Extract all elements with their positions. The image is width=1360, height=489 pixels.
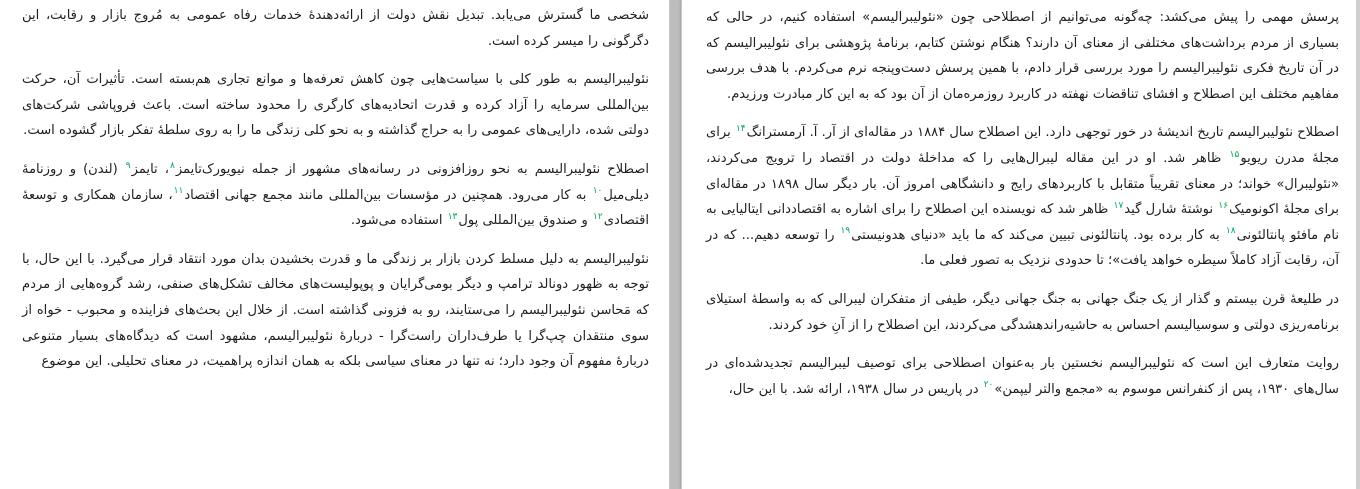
paragraph: اصطلاح نئولیبرالیسم به نحو روزافزونی در رسانه‌های مشهور از جمله نیویورک‌تایمز$^۸$، تایمز$^۹$ (لندن) و روزنامهٔ دیلی‌میل$^{۱۰}$ به کار می‌رود. همچنین در مؤسسات بین‌المللی مانند مجمع جهانی اقتصاد$^{۱۱}$، سازمان همکاری و توسعهٔ اقتصادی$^{۱۲}$ و صندوق بین‌المللی پول$^{۱۳}$ استفاده می‌شود. — [22, 160, 649, 229]
footnote-marker[interactable]: ۱۳ — [447, 211, 458, 222]
footnote-marker[interactable]: ۲۰ — [983, 380, 994, 391]
paragraph: نئولیبرالیسم به طور کلی با سیاست‌هایی چون کاهش تعرفه‌ها و موانع تجاری هم‌بسته است. تأثیرات آن، حرکت بین‌المللی سرمایه را آزاد کرده و قدرت اتحادیه‌های کارگری را محدود ساخته است. باعث فروپاشی شرکت‌های دولتی شده، دارایی‌های عمومی را به حراج گذاشته و به نحو کلی زندگی ما را به روی سلطهٔ تفکر بازار گشوده است. — [22, 72, 649, 139]
footnote-marker[interactable]: ۱۲ — [593, 211, 603, 222]
footnote-marker[interactable]: ۱۶ — [1218, 200, 1229, 211]
footnote-marker[interactable]: ۱۴ — [735, 124, 746, 135]
footnote-marker[interactable]: ۹ — [125, 160, 131, 171]
right-page — [681, 0, 1360, 489]
left-page — [0, 0, 670, 489]
paragraph: روایت متعارف این است که نئولیبرالیسم نخستین بار به‌عنوان اصطلاحی برای توصیف لیبرالیسم تجدیدشده‌ای در سال‌های ۱۹۳۰، پس از کنفرانس موسوم به «مجمع والتر لیپمن»$^{۲۰}$ در پاریس در سال ۱۹۳۸، ارائه شد. با این حال، — [706, 356, 1339, 397]
footnote-marker[interactable]: ۱۷ — [1113, 200, 1124, 211]
paragraph: پرسش مهمی را پیش می‌کشد: چه‌گونه می‌توانیم از اصطلاحی چون «نئولیبرالیسم» استفاده کنیم، در حالی که بسیاری از مردم برداشت‌های مختلفی از معنای آن دارند؟ هنگام نوشتن کتابم، برنامهٔ پژوهشی برای نئولیبرالیسم که در آن تاریخ فکری نئولیبرالیسم را مورد بررسی قرار دادم، با همین پرسش دست‌وپنجه نرم می‌کردم. با هدف بررسی مفاهیم مختلف این اصطلاح و افشای تناقضات نهفته در کاربرد روزمره‌مان از آن بود که به این کار مبادرت ورزیدم. — [706, 10, 1339, 102]
footnote-marker[interactable]: ۱۱ — [173, 186, 184, 197]
page-gutter — [670, 0, 681, 489]
footnote-marker[interactable]: ۱۹ — [840, 226, 851, 237]
footnote-marker[interactable]: ۸ — [169, 160, 175, 171]
right-page-text — [706, 5, 1339, 489]
paragraph: اصطلاح نئولیبرالیسم تاریخ اندیشهٔ در خور توجهی دارد. این اصطلاح سال ۱۸۸۴ در مقاله‌ای از آر. آ. آرمسترانگ$^{۱۴}$ برای مجلهٔ مدرن ریویو$^{۱۵}$ ظاهر شد. او در این مقاله لیبرال‌هایی را که مداخلهٔ دولت در اقتصاد را ترویج می‌کردند، «نئولیبرال» خواند؛ در معنای تقریباً متقابل با کاربردهای رایج و دانشگاهی امروز آن. بار دیگر سال ۱۸۹۸ در مقاله‌ای برای مجلهٔ اکونومیک$^{۱۶}$ نوشتهٔ شارل گید$^{۱۷}$ ظاهر شد که نویسنده این اصطلاح را برای اشاره به اقتصاددانی ایتالیایی به نام مافئو پانتالئونی$^{۱۸}$ به کار برده بود. پانتالئونی تبیین می‌کند که ما باید «دنیای هدونیستی$^{۱۹}$ را توسعه دهیم... که در آن، رقابت آزاد کاملاً سیطره خواهد یافت»؛ تا حدودی نزدیک به تصور فعلی ما. — [706, 124, 1339, 269]
footnote-marker[interactable]: ۱۸ — [1225, 226, 1236, 237]
footnote-marker[interactable]: ۱۰ — [592, 186, 603, 197]
scrollbar[interactable] — [1356, 0, 1360, 489]
left-page-text — [22, 3, 649, 489]
paragraph: نئولیبرالیسم به دلیل مسلط کردن بازار بر زندگی ما و قدرت بخشیدن بدان مورد انتقاد قرار می‌گیرد. با این حال، با توجه به ظهور دونالد ترامپ و دیگر بومی‌گرایان و پوپولیست‌های مخالف تشکل‌های صنفی، رشد گروه‌هایی از مردم که مَحاسن نئولیبرالیسم را می‌ستایند، رو به فزونی گذاشته است. از خلال این بحث‌های فزاینده و محبوب - خواه از سوی منتقدان چپ‌گرا یا طرف‌داران راست‌گرا - دربارهٔ نئولیبرالیسم، مشهود است که دیدگاه‌های بسیار متنوعی دربارهٔ مفهوم آن وجود دارد؛ نه تنها در معنای سیاسی بلکه به همان اندازه پراهمیت، در معنای تحلیلی. این موضوع — [22, 251, 649, 370]
paragraph: در طلیعهٔ قرن بیستم و گذار از یک جنگ جهانی به جنگ جهانی دیگر، طیفی از متفکران لیبرالی که به واسطهٔ استیلای برنامه‌ریزی دولتی و سوسیالیسم احساس به حاشیه‌راندهشدگی می‌کردند، این اصطلاح را از آنِ خود کردند. — [706, 291, 1339, 333]
paragraph: شخصی ما گسترش می‌یابد. تبدیل نقش دولت از ارائه‌دهندهٔ خدمات رفاه عمومی به مُروج بازار و رقابت، این دگرگونی را میسر کرده است. — [22, 8, 649, 49]
footnote-marker[interactable]: ۱۵ — [1229, 149, 1240, 160]
